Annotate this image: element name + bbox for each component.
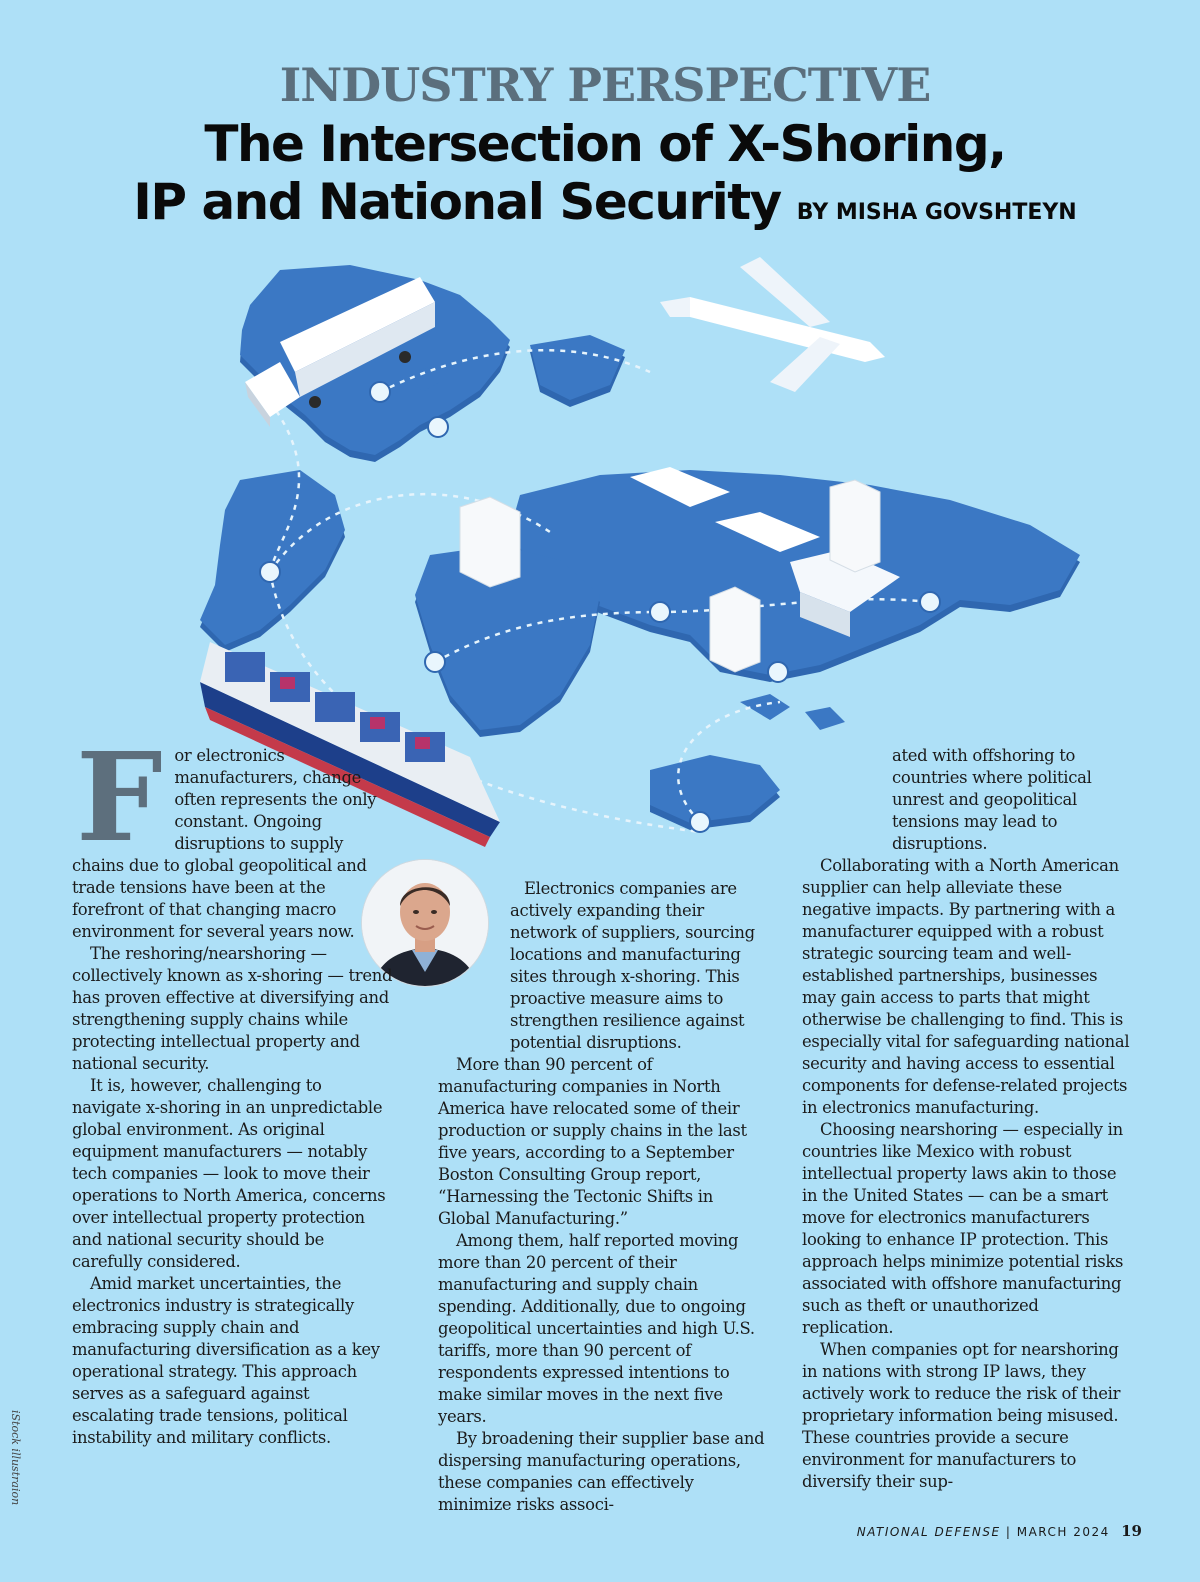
route-node (920, 592, 940, 612)
paragraph: The reshoring/nearshoring — collectively known as x-shoring — trend has proven effective at diversifying and strengthening supply chains while protecting intellectual property and national security. (72, 944, 393, 1073)
paragraph: It is, however, challenging to navigate x-shoring in an unpredictable global environment. As original equipment manufacturers — notably tech companies — look to move their operations to North America, concerns over intellectual property protection and national security should be carefully considered. (72, 1076, 386, 1271)
drop-cap: F (76, 725, 163, 869)
issue-date: MARCH 2024 (1016, 1525, 1110, 1539)
paragraph: Choosing nearshoring — especially in countries like Mexico with robust intellectual property laws akin to those in the United States — can be a smart move for electronics manufacturers looking to enhance IP protection. This approach helps minimize potential risks associated with offshore manufacturing such as theft or unauthorized replication. (802, 1120, 1124, 1337)
article-column-1 (72, 725, 394, 1449)
publication-name: NATIONAL DEFENSE (856, 1525, 1001, 1539)
paragraph: More than 90 percent of manufacturing companies in North America have relocated some of their production or supply chains in the last five years, according to a September Boston Consulting Group report, “Harnessing the Tectonic Shifts in Global Manufacturing.” (438, 1055, 747, 1228)
route-node (260, 562, 280, 582)
route-node (428, 417, 448, 437)
section-kicker: INDUSTRY PERSPECTIVE (279, 58, 931, 112)
paragraph: When companies opt for nearshoring in nations with strong IP laws, they actively work to reduce the risk of their proprietary information being misused. These countries provide a secure environment for manufacturers to diversify their sup- (802, 1340, 1121, 1491)
airplane-icon (660, 257, 885, 392)
article-column-3 (802, 745, 1132, 1493)
route-node (370, 382, 390, 402)
page-number: 19 (1121, 1522, 1142, 1540)
headline-line-2-text: IP and National Security (133, 173, 781, 231)
footer-separator: | (1005, 1525, 1012, 1539)
page-footer (857, 1522, 1142, 1540)
paragraph: Amid market uncertainties, the electronics industry is strategically embracing supply chain and manufacturing diversification as a key operational strategy. This approach serves as a safeguard against escalating trade tensions, political instability and military conflicts. (72, 1274, 380, 1447)
byline: BY MISHA GOVSHTEYN (796, 200, 1077, 225)
route-node (425, 652, 445, 672)
route-node (650, 602, 670, 622)
paragraph: Among them, half reported moving more than 20 percent of their manufacturing and supply chain spending. Additionally, due to ongoing geopolitical uncertainties and high U.S. tariffs, more than 90 percent of respondents expressed intentions to make similar moves in the next five years. (438, 1231, 755, 1426)
article-headline (0, 115, 1200, 242)
paragraph: By broadening their supplier base and dispersing manufacturing operations, these companies can effectively minimize risks associ- (438, 1429, 765, 1514)
headline-line-1: The Intersection of X-Shoring, (204, 115, 1006, 173)
article-column-2 (438, 878, 768, 1516)
photo-credit: iStock illustraion (9, 1410, 22, 1506)
paragraph: Collaborating with a North American supplier can help alleviate these negative impacts. By partnering with a manufacturer equipped with a robust strategic sourcing team and well-established partnerships, businesses may gain access to parts that might otherwise be challenging to find. This is especially vital for safeguarding national security and having access to essential components for defense-related projects in electronics manufacturing. (802, 856, 1130, 1117)
route-node (768, 662, 788, 682)
paragraph: ated with offshoring to countries where political unrest and geopolitical tensions may lead to disruptions. (892, 746, 1092, 853)
route-node (690, 812, 710, 832)
paragraph: or electronics manufacturers, change often represents the only constant. Ongoing disruptions to supply chains due to global geopolitical and trade tensions have been at the forefront of that changing macro environment for several years now. (72, 746, 377, 941)
paragraph: Electronics companies are actively expanding their network of suppliers, sourcing locations and manufacturing sites through x-shoring. This proactive measure aims to strengthen resilience against potential disruptions. (510, 879, 755, 1052)
